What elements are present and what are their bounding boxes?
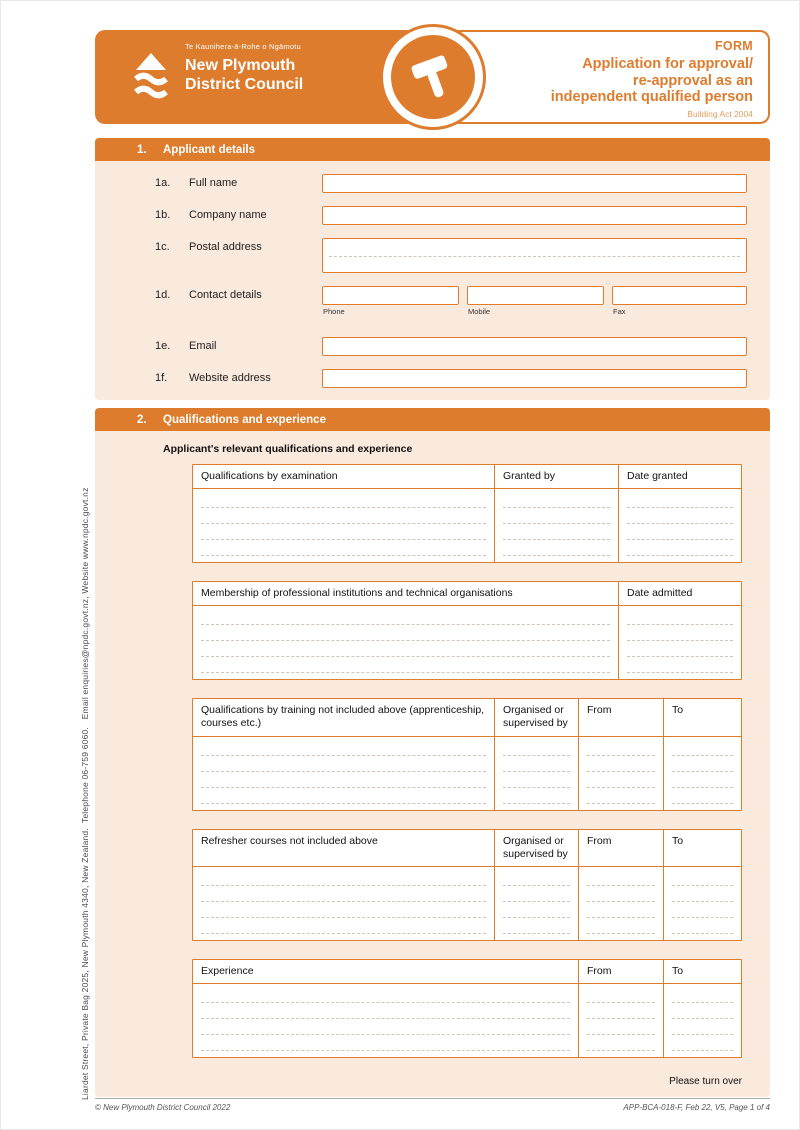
turn-over-note: Please turn over	[669, 1075, 742, 1087]
examination-table	[192, 464, 742, 563]
membership-table	[192, 581, 742, 680]
full-name-input[interactable]	[322, 174, 747, 193]
write-line	[587, 788, 655, 804]
write-line	[201, 987, 570, 1003]
building-act-label: Building Act 2004	[687, 108, 753, 119]
field-label: Contact details	[189, 289, 262, 301]
write-line	[627, 609, 733, 625]
write-line	[201, 524, 486, 540]
fax-sublabel: Fax	[613, 307, 626, 316]
to-header: To	[664, 699, 741, 736]
write-line	[503, 886, 570, 902]
write-line	[201, 788, 486, 804]
write-line	[672, 756, 733, 772]
write-line	[672, 870, 733, 886]
refresher-table	[192, 829, 742, 941]
page-footer	[95, 1098, 770, 1112]
to-write-area[interactable]	[664, 867, 741, 940]
from-write-area[interactable]	[579, 737, 664, 810]
write-line	[672, 1035, 733, 1051]
field-label: Company name	[189, 209, 267, 221]
field-id: 1d.	[155, 289, 171, 301]
form-header	[95, 30, 770, 124]
form-title-line1: Application for approval/	[582, 56, 753, 72]
write-line	[627, 625, 733, 641]
field-row-website	[155, 369, 747, 388]
training-write-area[interactable]	[193, 737, 495, 810]
write-line	[503, 524, 610, 540]
write-line	[503, 788, 570, 804]
write-line	[503, 918, 570, 934]
from-header: From	[579, 699, 664, 736]
experience-header: Experience	[193, 960, 579, 984]
form-content	[95, 30, 770, 1097]
write-line	[201, 1019, 570, 1035]
section-2-title: Qualifications and experience	[163, 413, 326, 426]
write-line	[587, 740, 655, 756]
write-line	[587, 1003, 655, 1019]
council-name-line1: New Plymouth	[185, 57, 296, 74]
training-table	[192, 698, 742, 810]
write-line	[627, 540, 733, 556]
write-line	[672, 772, 733, 788]
section-1-title: Applicant details	[163, 143, 256, 156]
field-id: 1f.	[155, 372, 168, 384]
qualifications-panel	[95, 431, 770, 1097]
field-id: 1e.	[155, 340, 171, 352]
write-line	[201, 1035, 570, 1051]
write-line	[672, 1003, 733, 1019]
date-granted-write-area[interactable]	[619, 489, 741, 562]
phone-input[interactable]	[322, 286, 459, 305]
write-line	[587, 1019, 655, 1035]
date-admitted-header: Date admitted	[619, 582, 741, 606]
write-line	[201, 918, 486, 934]
write-line	[627, 657, 733, 673]
write-line	[627, 641, 733, 657]
field-label: Full name	[189, 177, 238, 189]
field-id: 1b.	[155, 209, 171, 221]
write-line	[201, 886, 486, 902]
npdc-logo	[129, 50, 173, 104]
section-2-number: 2.	[137, 413, 147, 426]
field-row-full-name	[155, 174, 747, 193]
council-name	[185, 42, 303, 94]
experience-table	[192, 959, 742, 1058]
field-label: Website address	[189, 372, 271, 384]
field-row-contact-details	[155, 286, 747, 324]
write-line	[201, 902, 486, 918]
write-line	[201, 625, 610, 641]
field-id: 1c.	[155, 241, 170, 253]
write-line	[201, 641, 610, 657]
write-line	[672, 918, 733, 934]
write-line	[503, 756, 570, 772]
write-line	[672, 740, 733, 756]
write-line	[587, 987, 655, 1003]
organised-by-header: Organised or supervised by	[495, 830, 579, 867]
form-label: FORM	[715, 39, 753, 53]
write-line	[201, 609, 610, 625]
mobile-input[interactable]	[467, 286, 604, 305]
section-1-bar	[95, 138, 770, 161]
write-line	[672, 886, 733, 902]
field-row-company-name	[155, 206, 747, 225]
from-header: From	[579, 830, 664, 867]
write-line	[587, 902, 655, 918]
write-line	[503, 740, 570, 756]
form-title-line2: re-approval as an	[632, 72, 753, 89]
write-line	[627, 492, 733, 508]
granted-by-write-area[interactable]	[495, 489, 619, 562]
write-line	[503, 508, 610, 524]
write-line	[587, 1035, 655, 1051]
write-line	[672, 1019, 733, 1035]
hammer-badge	[380, 24, 486, 130]
training-header: Qualifications by training not included above (apprenticeship, courses etc.)	[193, 699, 495, 736]
phone-sublabel: Phone	[323, 307, 345, 316]
write-line	[627, 508, 733, 524]
date-admitted-write-area[interactable]	[619, 606, 741, 679]
organised-by-header: Organised or supervised by	[495, 699, 579, 736]
form-reference: APP-BCA-018-F, Feb 22, V5, Page 1 of 4	[623, 1103, 770, 1112]
write-line	[201, 657, 610, 673]
hammer-badge-disc	[391, 35, 475, 119]
applicant-details-panel	[95, 161, 770, 400]
field-row-postal-address	[155, 238, 747, 273]
mobile-sublabel: Mobile	[468, 307, 491, 316]
qualifications-intro: Applicant's relevant qualifications and experience	[163, 443, 413, 455]
field-row-email	[155, 337, 747, 356]
examination-write-area[interactable]	[193, 489, 495, 562]
write-line	[201, 772, 486, 788]
organised-by-write-area[interactable]	[495, 867, 579, 940]
write-line	[503, 540, 610, 556]
fax-input[interactable]	[612, 286, 747, 305]
field-label: Email	[189, 340, 217, 352]
write-line	[587, 772, 655, 788]
council-maori-name: Te Kaunihera-ā-Rohe o Ngāmotu	[185, 42, 301, 51]
organised-by-write-area[interactable]	[495, 737, 579, 810]
council-address-vertical: Liardet Street, Private Bag 2025, New Plymouth 4340, New Zealand. Telephone 06-759 6060. Email enquiries@npdc.govt.nz, Website www.npdc.govt.nz	[80, 487, 90, 1100]
write-line	[201, 1003, 570, 1019]
write-line	[201, 540, 486, 556]
website-input[interactable]	[322, 369, 747, 388]
write-line	[503, 902, 570, 918]
membership-header: Membership of professional institutions and technical organisations	[193, 582, 619, 606]
granted-by-header: Granted by	[495, 465, 619, 489]
refresher-header: Refresher courses not included above	[193, 830, 495, 867]
write-line	[672, 987, 733, 1003]
email-input[interactable]	[322, 337, 747, 356]
postal-address-input[interactable]	[322, 238, 747, 273]
write-line	[201, 492, 486, 508]
to-write-area[interactable]	[664, 984, 741, 1057]
experience-write-area[interactable]	[193, 984, 579, 1057]
refresher-write-area[interactable]	[193, 867, 495, 940]
council-name-line2: District Council	[185, 76, 304, 93]
write-line	[672, 788, 733, 804]
write-line	[587, 870, 655, 886]
write-line	[503, 870, 570, 886]
form-title-line3: independent qualified person	[550, 89, 753, 105]
date-granted-header: Date granted	[619, 465, 741, 489]
examination-header: Qualifications by examination	[193, 465, 495, 489]
write-line	[587, 756, 655, 772]
write-line	[627, 524, 733, 540]
write-line	[201, 756, 486, 772]
to-header: To	[664, 960, 741, 984]
write-line	[201, 870, 486, 886]
membership-write-area[interactable]	[193, 606, 619, 679]
write-line	[201, 508, 486, 524]
section-2-bar	[95, 408, 770, 431]
write-line	[503, 492, 610, 508]
section-1-number: 1.	[137, 143, 147, 156]
write-line	[503, 772, 570, 788]
company-name-input[interactable]	[322, 206, 747, 225]
from-header: From	[579, 960, 664, 984]
from-write-area[interactable]	[579, 867, 664, 940]
write-line	[587, 918, 655, 934]
field-id: 1a.	[155, 177, 171, 189]
write-line	[672, 902, 733, 918]
from-write-area[interactable]	[579, 984, 664, 1057]
write-line	[201, 740, 486, 756]
to-write-area[interactable]	[664, 737, 741, 810]
to-header: To	[664, 830, 741, 867]
copyright-text: © New Plymouth District Council 2022	[95, 1103, 231, 1112]
field-label: Postal address	[189, 241, 262, 253]
write-line	[587, 886, 655, 902]
hammer-icon	[405, 49, 461, 105]
